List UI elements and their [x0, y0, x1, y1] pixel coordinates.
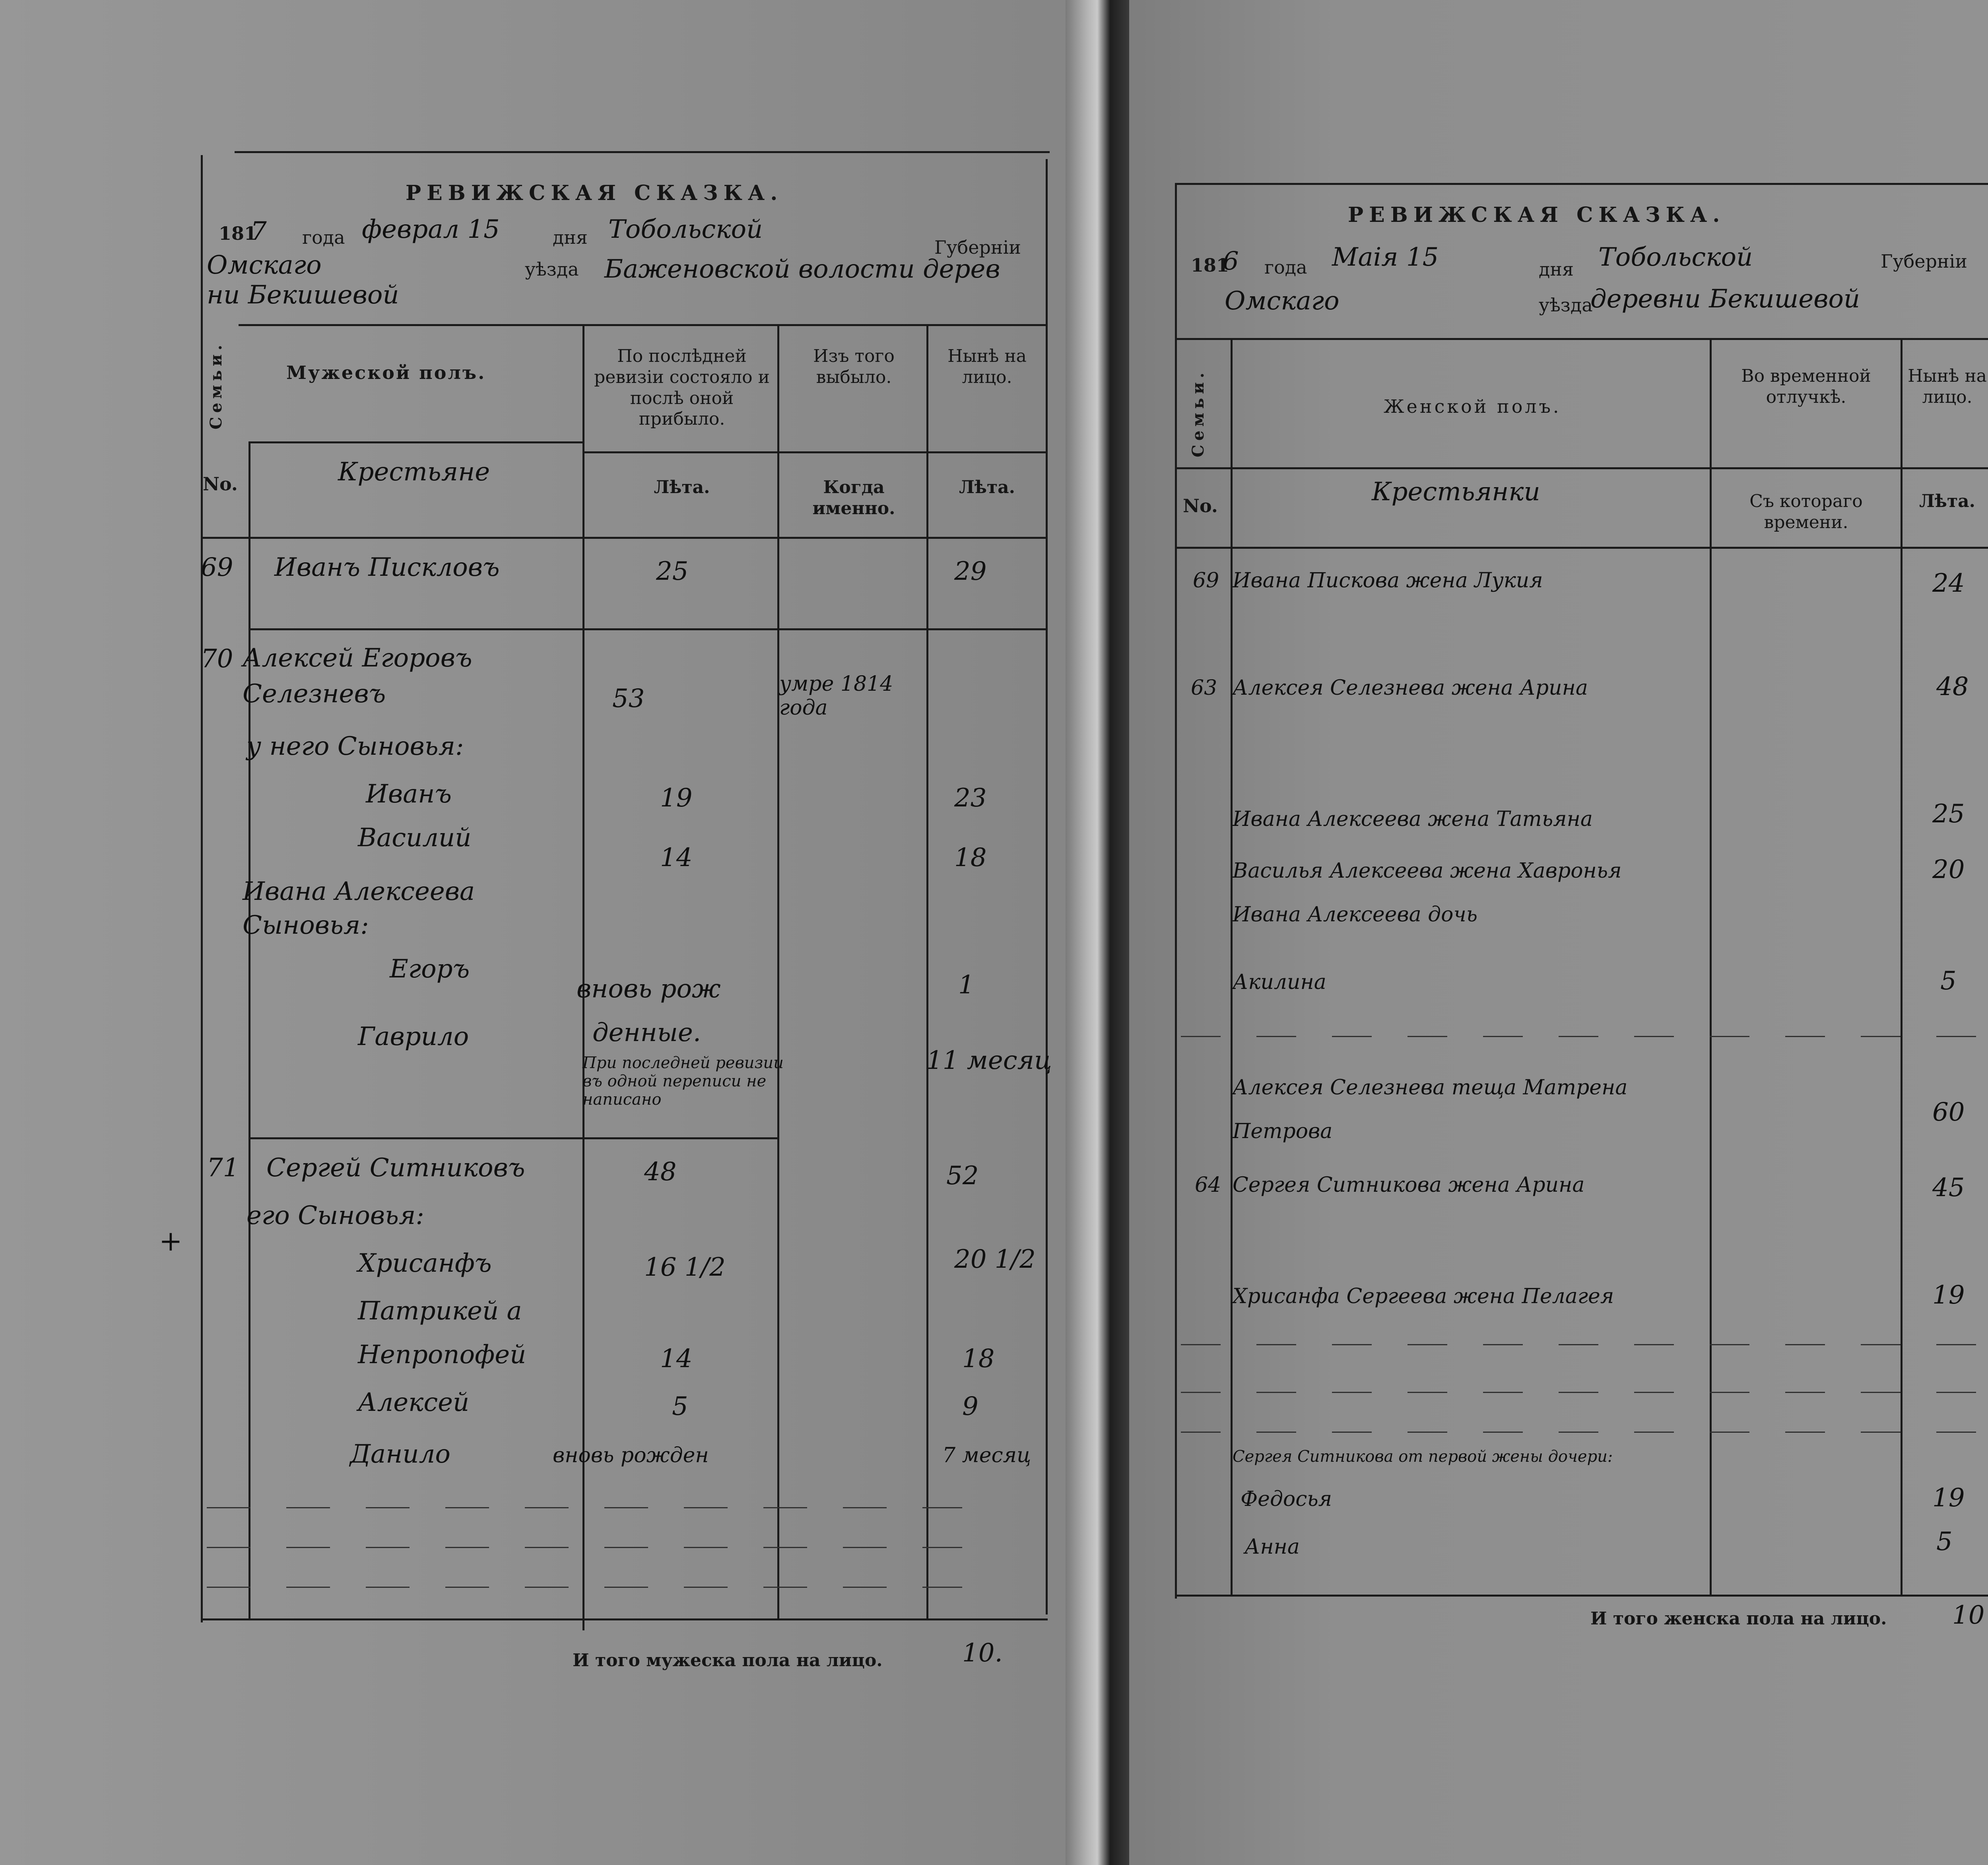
left-row-now: 23 — [954, 783, 987, 813]
right-row-name: Василья Алексеева жена Хавронья — [1233, 859, 1622, 883]
right-filler-dashes — [1181, 1432, 1984, 1433]
left-row-now: 20 1/2 — [954, 1245, 1036, 1274]
left-row-now: 9 — [962, 1392, 978, 1421]
left-row-prev: денные. — [592, 1018, 701, 1047]
right-col-rule-2 — [1901, 338, 1903, 1595]
left-row-prev: вновь рож — [577, 974, 721, 1004]
left-gubernia-label: Губернiи — [934, 237, 1021, 258]
left-row-now: 7 месяц — [942, 1443, 1031, 1467]
right-year-digit: 6 — [1223, 247, 1239, 276]
right-title: РЕВИЖСКАЯ СКАЗКА. — [1348, 203, 1726, 227]
left-row-no: 71 — [207, 1153, 239, 1183]
right-dnya-label: дня — [1539, 258, 1574, 280]
left-village-hw: ни Бекишевой — [207, 280, 399, 310]
right-header-mid-rule — [1175, 467, 1988, 469]
right-header-top-rule — [1175, 338, 1988, 340]
left-row-name: Алексей — [358, 1388, 470, 1417]
right-semi-header: Семьи. — [1189, 369, 1208, 457]
left-note-hw: При последней ревизии въ одной переписи не написано — [582, 1054, 784, 1109]
left-row-when: умре 1814 года — [779, 672, 893, 720]
right-uezd-hw: Омскаго — [1225, 286, 1340, 316]
left-row-prev: 19 — [660, 783, 693, 813]
right-filler-dashes — [1181, 1392, 1984, 1393]
right-since-header: Съ котораго времени. — [1749, 491, 1863, 532]
left-row-name: Непропофей — [358, 1340, 526, 1370]
left-row-prev: 14 — [660, 1344, 693, 1373]
left-row-name: его Сыновья: — [247, 1201, 424, 1230]
right-year-prefix: 181 — [1191, 254, 1229, 276]
left-row-name: Ивана Алексеева Сыновья: — [243, 877, 475, 940]
right-female-header: Женской полъ. — [1384, 396, 1561, 417]
left-row-name: у него Сыновья: — [247, 732, 464, 761]
right-gubernia-label: Губернiи — [1881, 251, 1967, 272]
right-filler-dashes — [1181, 1344, 1984, 1345]
right-top-rule — [1175, 183, 1988, 185]
right-row-now: 20 — [1932, 855, 1965, 884]
left-row-prev: 48 — [644, 1157, 677, 1187]
right-row-now: 25 — [1932, 799, 1965, 829]
left-no-header: No. — [203, 473, 238, 495]
right-no-header: No. — [1183, 495, 1218, 517]
right-row-name: Федосья — [1241, 1487, 1332, 1511]
right-header-bottom-rule — [1175, 547, 1988, 549]
left-goda-label: года — [302, 227, 345, 248]
right-gubernia-hw: Тобольской — [1598, 243, 1753, 272]
left-title: РЕВИЖСКАЯ СКАЗКА. — [406, 181, 783, 205]
left-footer-label: И того мужеска пола на лицо. — [573, 1650, 883, 1671]
right-row-now: 5 — [1940, 966, 1957, 996]
right-row-name: Алексея Селезнева теща Матрена Петрова — [1233, 1076, 1628, 1143]
left-row-name: Гаврило — [358, 1022, 469, 1051]
right-goda-label: года — [1264, 256, 1307, 278]
left-last-rev-header: По послѣдней ревизiи состояло и послѣ оной прибыло. — [594, 346, 770, 429]
left-row-now: 18 — [962, 1344, 995, 1373]
left-footer-total: 10. — [962, 1638, 1003, 1668]
right-month-hw: Маiя 15 — [1332, 243, 1439, 272]
left-row-prev: 14 — [660, 843, 693, 872]
left-uezd-label: уѣзда — [525, 258, 579, 280]
right-row-name: Сергея Ситникова от первой жены дочери: — [1233, 1447, 1613, 1466]
right-filler-dashes — [1181, 1036, 1984, 1037]
right-left-border — [1175, 183, 1177, 1599]
left-semi-header: Семьи. — [207, 341, 225, 429]
left-row-name: Егоръ — [390, 954, 470, 984]
left-volost-hw: Баженовской волости дерев — [604, 254, 1000, 284]
left-row-name: Алексей Егоровъ Селезневъ — [243, 643, 472, 709]
left-year-digit: 7 — [250, 217, 267, 246]
left-gubernia-hw: Тобольской — [608, 215, 763, 244]
left-estate-hw: Крестьяне — [338, 457, 490, 487]
right-col-rule-1 — [1710, 338, 1712, 1595]
right-row-no: 69 — [1193, 569, 1219, 593]
right-row-name: Ивана Алексеева дочь — [1233, 903, 1478, 927]
left-dropped-header: Изъ того выбыло. — [813, 346, 895, 387]
right-row-now: 19 — [1932, 1483, 1965, 1513]
right-row-now: 48 — [1936, 672, 1969, 701]
left-row-prev: 5 — [672, 1392, 688, 1421]
right-row-no: 64 — [1195, 1173, 1221, 1197]
right-row-name: Акилина — [1233, 970, 1326, 994]
left-row-prev: 53 — [612, 684, 645, 713]
left-row-now: 52 — [946, 1161, 979, 1191]
left-now-header: Нынѣ на лицо. — [947, 346, 1027, 387]
right-row-name: Хрисанфа Сергеева жена Пелагея — [1233, 1284, 1614, 1308]
right-row-name: Алексея Селезнева жена Арина — [1233, 676, 1588, 700]
right-uezd-label: уѣзда — [1539, 294, 1593, 316]
right-footer-label: И того женска пола на лицо. — [1590, 1609, 1887, 1629]
left-leta1-header: Лѣта. — [654, 477, 710, 497]
right-row-now: 19 — [1932, 1280, 1965, 1310]
right-leta-header: Лѣта. — [1919, 491, 1975, 511]
left-male-header: Мужеской полъ. — [286, 362, 486, 383]
left-row-no: 70 — [201, 644, 233, 674]
right-no-column-rule — [1231, 338, 1233, 1595]
left-row-no: 69 — [201, 553, 233, 582]
left-leta2-header: Лѣта. — [959, 477, 1015, 497]
left-row-name: Василий — [358, 823, 472, 853]
left-dnya-label: дня — [553, 227, 588, 248]
left-month-hw: феврал 15 — [362, 215, 500, 244]
right-row-now: 5 — [1936, 1527, 1953, 1556]
right-row-now: 24 — [1932, 569, 1965, 598]
left-year-prefix: 181 — [219, 223, 257, 244]
right-footer-total: 10 — [1952, 1601, 1985, 1630]
left-uezd-hw: Омскаго — [207, 251, 322, 280]
left-row-now: 1 — [958, 970, 975, 1000]
right-row-name: Анна — [1244, 1535, 1300, 1559]
left-row-prev: вновь рожден — [553, 1443, 709, 1467]
left-row-now: 11 месяц — [926, 1046, 1052, 1075]
left-row-name: Иванъ Пискловъ — [274, 553, 500, 582]
right-estate-hw: Крестьянки — [1372, 477, 1540, 507]
right-bottom-rule — [1175, 1595, 1988, 1597]
left-row-name: Сергей Ситниковъ — [266, 1153, 525, 1183]
left-row-prev: 25 — [656, 557, 689, 586]
right-row-name: Ивана Алексеева жена Татьяна — [1233, 807, 1593, 831]
left-cross-mark: + — [159, 1225, 182, 1257]
right-row-name: Сергея Ситникова жена Арина — [1233, 1173, 1585, 1197]
left-row-now: 18 — [954, 843, 987, 872]
right-row-name: Ивана Пискова жена Лукия — [1233, 569, 1543, 593]
right-row-no: 63 — [1191, 676, 1217, 700]
left-row-prev: 16 1/2 — [644, 1253, 726, 1282]
right-row-now: 45 — [1932, 1173, 1965, 1203]
left-row-name: Данило — [350, 1440, 450, 1469]
right-row-now: 60 — [1932, 1098, 1965, 1127]
left-row-name: Патрикей а — [358, 1296, 522, 1326]
left-row-now: 29 — [954, 557, 987, 586]
left-row-name: Хрисанфъ — [358, 1249, 492, 1278]
left-row-name: Иванъ — [366, 779, 452, 809]
right-volost-hw: деревни Бекишевой — [1590, 284, 1860, 314]
left-when-header: Когда именно. — [812, 477, 895, 519]
right-temp-absent-header: Во временной отлучкѣ. — [1741, 366, 1871, 407]
right-now-header: Нынѣ на лицо. — [1908, 366, 1987, 407]
